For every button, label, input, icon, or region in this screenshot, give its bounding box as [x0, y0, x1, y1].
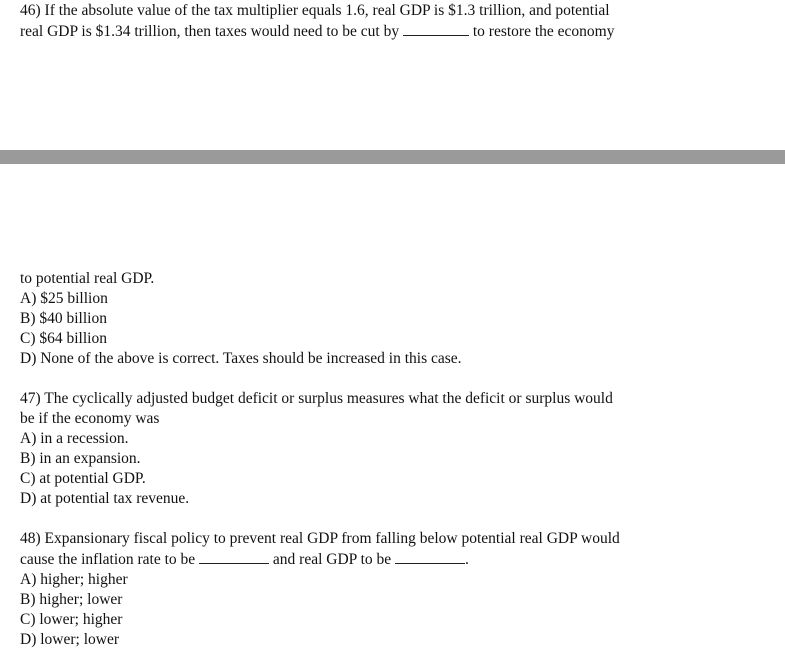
- question-gap: [20, 509, 760, 529]
- q46-option-d: D) None of the above is correct. Taxes should be increased in this case.: [20, 350, 462, 367]
- q48-option-c: C) lower; higher: [20, 611, 123, 628]
- q46-line-2-end: to restore the economy: [472, 23, 615, 40]
- q47-line-1: 47) The cyclically adjusted budget deficit or surplus measures what the deficit or surplus would: [20, 390, 613, 407]
- q47-line-2: be if the economy was: [20, 410, 160, 427]
- q46-continued: to potential real GDP.: [20, 270, 155, 287]
- page-divider: [0, 150, 785, 164]
- q48-option-d: D) lower; lower: [20, 631, 119, 648]
- answer-blank: [199, 549, 269, 564]
- q46-line-2-start: real GDP is $1.34 trillion, then taxes would need to be cut by: [20, 23, 400, 40]
- q47-option-a: A) in a recession.: [20, 430, 129, 447]
- q48-line-2: [20, 549, 760, 570]
- q48-line-1: 48) Expansionary fiscal policy to prevent real GDP from falling below potential real GDP would: [20, 530, 620, 547]
- page-top: [20, 1, 760, 42]
- answer-blank: [403, 21, 469, 36]
- q47-option-d: D) at potential tax revenue.: [20, 490, 190, 507]
- q46-option-a: A) $25 billion: [20, 290, 108, 307]
- q47-option-c: C) at potential GDP.: [20, 470, 146, 487]
- q48-option-a: A) higher; higher: [20, 571, 128, 588]
- q48-line-2-start: cause the inflation rate to be: [20, 551, 196, 568]
- q48-option-b: B) higher; lower: [20, 591, 123, 608]
- q48-line-2-mid: and real GDP to be: [272, 551, 392, 568]
- q46-option-b: B) $40 billion: [20, 310, 107, 327]
- q46-line-2: [20, 21, 760, 42]
- question-gap: [20, 369, 760, 389]
- q46-line-1: 46) If the absolute value of the tax multiplier equals 1.6, real GDP is $1.3 trillion, and potential: [20, 2, 610, 19]
- answer-blank: [395, 549, 465, 564]
- q47-option-b: B) in an expansion.: [20, 450, 141, 467]
- page-bottom: [20, 269, 760, 650]
- q48-line-2-end: .: [465, 551, 469, 568]
- q46-option-c: C) $64 billion: [20, 330, 107, 347]
